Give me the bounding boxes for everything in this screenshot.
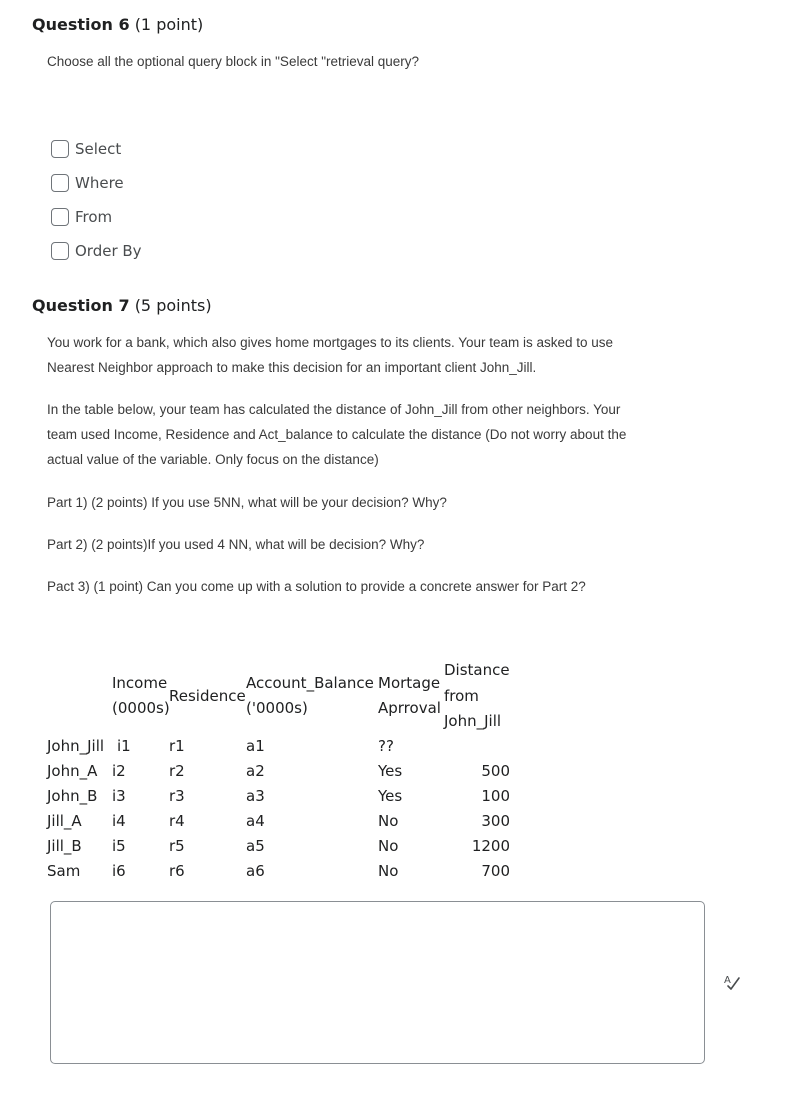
option-label: Where — [75, 174, 124, 192]
question-6-prompt: Choose all the optional query block in "Select "retrieval query? — [47, 54, 420, 69]
option-where[interactable] — [51, 172, 124, 194]
cell-account-balance: a5 — [246, 837, 265, 855]
cell-income: i3 — [112, 787, 126, 805]
intro-line: Nearest Neighbor approach to make this decision for an important client John_Jill. — [47, 360, 537, 375]
option-label: Select — [75, 140, 122, 158]
header-distance: Distance — [444, 661, 510, 679]
cell-income: i1 — [117, 737, 131, 755]
header-distance-from: from — [444, 687, 479, 705]
cell-approval: ?? — [378, 737, 394, 755]
option-from[interactable] — [51, 206, 112, 228]
header-approval: Aprroval — [378, 699, 441, 717]
cell-income: i6 — [112, 862, 126, 880]
header-income-unit: (0000s) — [112, 699, 170, 717]
svg-text:A: A — [724, 975, 731, 986]
option-label: From — [75, 208, 113, 226]
question-7-title — [32, 296, 212, 315]
header-account-balance: Account_Balance — [246, 674, 374, 692]
cell-distance: 300 — [481, 812, 510, 830]
cell-distance: 500 — [481, 762, 510, 780]
question-7-part-1: Part 1) (2 points) If you use 5NN, what will be your decision? Why? — [47, 495, 447, 510]
question-6-points: (1 point) — [134, 15, 204, 34]
cell-account-balance: a2 — [246, 762, 265, 780]
option-select[interactable] — [51, 138, 121, 160]
cell-account-balance: a6 — [246, 862, 265, 880]
cell-account-balance: a3 — [246, 787, 265, 805]
cell-residence: r6 — [169, 862, 185, 880]
question-7-points: (5 points) — [134, 296, 212, 315]
cell-account-balance: a1 — [246, 737, 265, 755]
question-7-number: Question 7 — [32, 296, 130, 315]
cell-approval: No — [378, 837, 399, 855]
checkbox[interactable] — [51, 208, 69, 226]
checkbox[interactable] — [51, 174, 69, 192]
cell-residence: r5 — [169, 837, 185, 855]
cell-account-balance: a4 — [246, 812, 265, 830]
question-6-title — [32, 15, 203, 34]
spell-check-icon[interactable] — [722, 972, 742, 992]
header-distance-target: John_Jill — [444, 712, 502, 730]
cell-approval: Yes — [378, 762, 403, 780]
cell-income: i2 — [112, 762, 126, 780]
answer-textarea[interactable] — [50, 901, 705, 1064]
cell-name: John_Jill — [47, 737, 105, 755]
cell-distance: 100 — [481, 787, 510, 805]
cell-residence: r1 — [169, 737, 185, 755]
cell-distance: 700 — [481, 862, 510, 880]
header-account-balance-unit: ('0000s) — [246, 699, 308, 717]
cell-approval: No — [378, 862, 399, 880]
cell-residence: r3 — [169, 787, 185, 805]
cell-name: John_B — [47, 787, 98, 805]
cell-name: John_A — [47, 762, 98, 780]
option-label: Order By — [75, 242, 142, 260]
header-residence: Residence — [169, 687, 246, 705]
header-income: Income — [112, 674, 168, 692]
header-mortgage: Mortage — [378, 674, 441, 692]
option-order-by[interactable] — [51, 240, 142, 262]
cell-approval: No — [378, 812, 399, 830]
question-6-number: Question 6 — [32, 15, 130, 34]
cell-residence: r4 — [169, 812, 185, 830]
description-line: actual value of the variable. Only focus on the distance) — [47, 452, 379, 467]
description-line: In the table below, your team has calculated the distance of John_Jill from other neighbors. Your — [47, 402, 621, 417]
question-7-intro — [47, 330, 697, 380]
description-line: team used Income, Residence and Act_balance to calculate the distance (Do not worry about the — [47, 427, 627, 442]
intro-line: You work for a bank, which also gives home mortgages to its clients. Your team is asked to use — [47, 335, 614, 350]
question-7-part-2: Part 2) (2 points)If you used 4 NN, what will be decision? Why? — [47, 537, 425, 552]
cell-approval: Yes — [378, 787, 403, 805]
checkbox[interactable] — [51, 140, 69, 158]
cell-residence: r2 — [169, 762, 185, 780]
cell-name: Jill_B — [47, 837, 82, 855]
cell-name: Jill_A — [47, 812, 82, 830]
cell-income: i5 — [112, 837, 126, 855]
cell-name: Sam — [47, 862, 81, 880]
question-7-part-3: Pact 3) (1 point) Can you come up with a solution to provide a concrete answer for Part 2? — [47, 579, 586, 594]
checkbox[interactable] — [51, 242, 69, 260]
cell-income: i4 — [112, 812, 126, 830]
question-7-table-description — [47, 397, 697, 472]
cell-distance: 1200 — [471, 837, 510, 855]
